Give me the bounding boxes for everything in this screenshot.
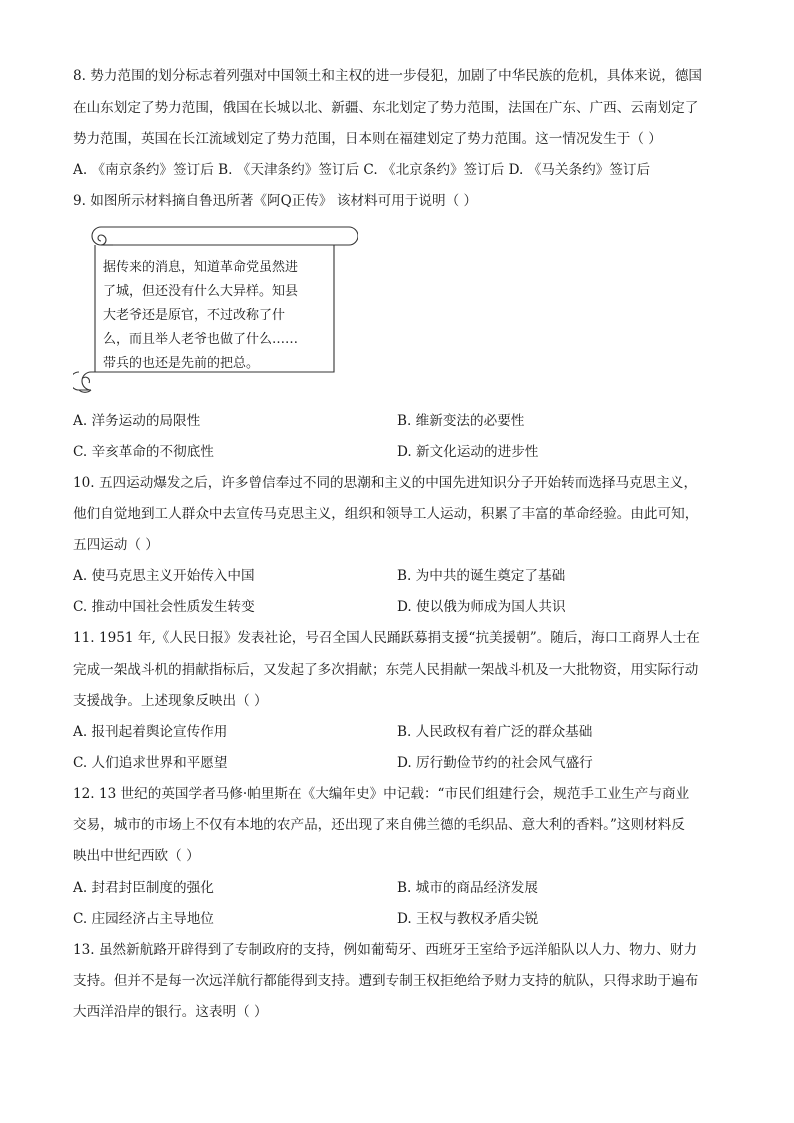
q10-stem-line-3: 五四运动（ ）	[73, 537, 159, 553]
q9-stem: 9. 如图所示材料摘自鲁迅所著《阿Q正传》 该材料可用于说明（ ）	[73, 193, 478, 209]
q8-stem-line-2: 在山东划定了势力范围，俄国在长城以北、新疆、东北划定了势力范围，法国在广东、广西、云南划定了	[73, 100, 699, 116]
scroll-text-line-4: 么，而且举人老爷也做了什么……	[103, 332, 299, 347]
q10-stem-line-1: 10. 五四运动爆发之后，许多曾信奉过不同的思潮和主义的中国先进知识分子开始转而选择马克思主义，	[73, 475, 698, 491]
q11-stem-line-1: 11. 1951 年,《人民日报》发表社论，号召全国人民踊跃募捐支援“抗美援朝”。随后，海口工商界人士在	[73, 630, 700, 646]
scroll-text-line-2: 了城，但还没有什么大异样。知县	[103, 284, 299, 299]
q9-option-b: B. 维新变法的必要性	[397, 413, 525, 429]
q10-option-c: C. 推动中国社会性质发生转变	[73, 599, 255, 615]
q12-option-b: B. 城市的商品经济发展	[397, 880, 538, 896]
scroll-text-line-1: 据传来的消息，知道革命党虽然进	[103, 260, 299, 275]
q11-stem-line-2: 完成一架战斗机的捐献指标后，又发起了多次捐献；东莞人民捐献一架战斗机及一大批物资，用实际行动	[73, 662, 699, 678]
q8-stem-line-1: 8. 势力范围的划分标志着列强对中国领土和主权的进一步侵犯，加剧了中华民族的危机，具体来说，德国	[73, 68, 703, 84]
q11-stem-line-3: 支援战争。上述现象反映出（ ）	[73, 693, 268, 709]
q12-option-d: D. 王权与教权矛盾尖锐	[397, 911, 539, 927]
q9-option-a: A. 洋务运动的局限性	[73, 413, 201, 429]
q10-option-b: B. 为中共的诞生奠定了基础	[397, 568, 566, 584]
q12-stem-line-3: 映出中世纪西欧（ ）	[73, 848, 200, 864]
scroll-text-line-5: 带兵的也还是先前的把总。	[103, 356, 260, 371]
q8-options: A. 《南京条约》签订后 B. 《天津条约》签订后 C. 《北京条约》签订后 D. 《马关条约》签订后	[73, 162, 651, 178]
q13-stem-line-2: 支持。但并不是每一次远洋航行都能得到支持。遭到专制王权拒绝给予财力支持的航队，只得求助于遍布	[73, 973, 699, 989]
q9-option-d: D. 新文化运动的进步性	[397, 444, 539, 460]
q8-stem-line-3: 势力范围，英国在长江流域划定了势力范围，日本则在福建划定了势力范围。这一情况发生于（ ）	[73, 131, 662, 147]
q10-option-d: D. 使以俄为师成为国人共识	[397, 599, 566, 615]
q10-stem-line-2: 他们自觉地到工人群众中去宣传马克思主义，组织和领导工人运动，积累了丰富的革命经验。由此可知，	[73, 506, 699, 522]
q11-option-a: A. 报刊起着舆论宣传作用	[73, 724, 228, 740]
q11-option-d: D. 厉行勤俭节约的社会风气盛行	[397, 755, 593, 771]
q11-option-b: B. 人民政权有着广泛的群众基础	[397, 724, 593, 740]
q10-option-a: A. 使马克思主义开始传入中国	[73, 568, 255, 584]
scroll-text-line-3: 大老爷还是原官，不过改称了什	[103, 308, 286, 323]
q12-option-a: A. 封君封臣制度的强化	[73, 880, 214, 896]
q12-stem-line-1: 12. 13 世纪的英国学者马修·帕里斯在《大编年史》中记载：“市民们组建行会，规范手工业生产与商业	[73, 786, 690, 802]
q13-stem-line-3: 大西洋沿岸的银行。这表明（ ）	[73, 1004, 268, 1020]
q12-option-c: C. 庄园经济占主导地位	[73, 911, 214, 927]
q12-stem-line-2: 交易，城市的市场上不仅有本地的农产品，还出现了来自佛兰德的毛织品、意大利的香料。”这则材料反	[73, 817, 685, 833]
q13-stem-line-1: 13. 虽然新航路开辟得到了专制政府的支持，例如葡萄牙、西班牙王室给予远洋船队以人力、物力、财力	[73, 942, 698, 958]
q9-option-c: C. 辛亥革命的不彻底性	[73, 444, 214, 460]
q11-option-c: C. 人们追求世界和平愿望	[73, 755, 228, 771]
